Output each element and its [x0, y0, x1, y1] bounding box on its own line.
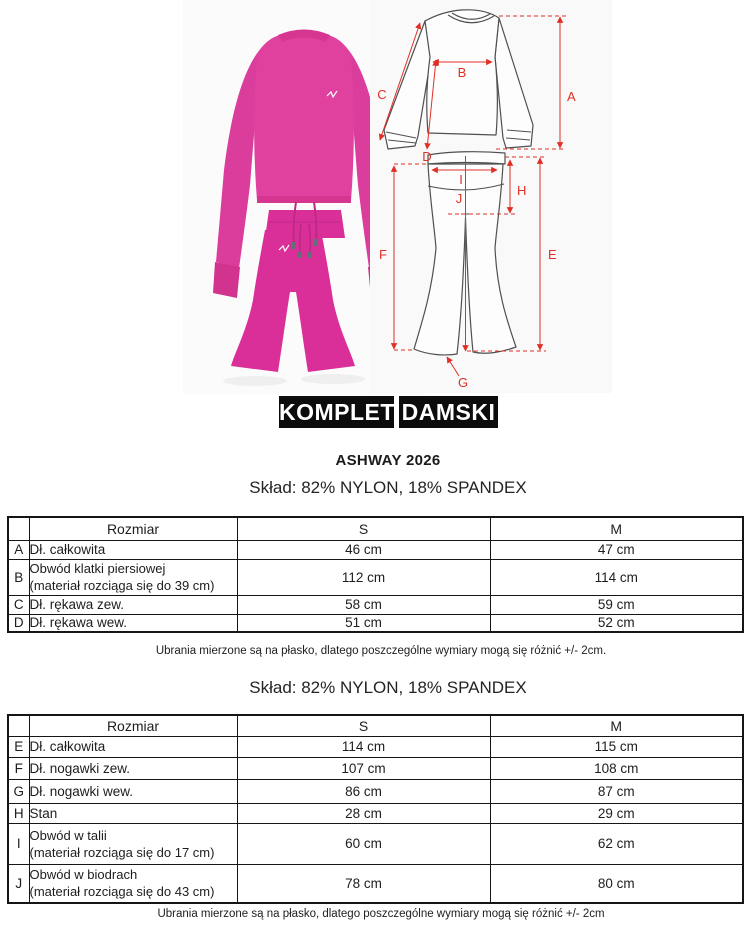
value-s: 78 cm [237, 864, 490, 903]
size-table-top [7, 516, 744, 633]
model-name: ASHWAY 2026 [335, 452, 441, 469]
value-m: 29 cm [490, 803, 743, 823]
label-J: J [455, 191, 463, 206]
measurement-label: Dł. rękawa zew. [29, 595, 237, 614]
column-header-m: M [490, 715, 743, 736]
value-m: 52 cm [490, 614, 743, 632]
table-row [8, 540, 743, 559]
measurement-label-line2: (materiał rozciąga się do 43 cm) [29, 884, 215, 900]
table-row [8, 517, 743, 540]
column-header-s: S [237, 715, 490, 736]
label-F: F [379, 247, 387, 262]
measurement-label: Dł. rękawa wew. [29, 614, 237, 632]
value-s: 58 cm [237, 595, 490, 614]
title-box-komplet: KOMPLET [279, 396, 394, 428]
measurement-label [29, 864, 237, 903]
measurement-label-line1: Obwód w biodrach [29, 867, 138, 883]
header-empty-cell [8, 715, 29, 736]
row-letter: I [8, 823, 29, 864]
label-A: A [567, 89, 576, 104]
measurement-note-top: Ubrania mierzone są na płasko, dlatego poszczególne wymiary mogą się różnić +/- 2cm. [155, 645, 607, 657]
label-B: B [457, 65, 467, 80]
title-box-damski: DAMSKI [399, 396, 498, 428]
table-row [8, 823, 743, 864]
value-s: 107 cm [237, 757, 490, 779]
value-m: 47 cm [490, 540, 743, 559]
label-E: E [548, 247, 557, 262]
table-row [8, 864, 743, 903]
value-m: 114 cm [490, 559, 743, 595]
row-letter: G [8, 779, 29, 803]
composition-top: Skład: 82% NYLON, 18% SPANDEX [249, 478, 527, 497]
label-D: D [422, 149, 432, 164]
label-H: H [517, 183, 527, 198]
row-letter: B [8, 559, 29, 595]
table-row [8, 715, 743, 736]
table-row [8, 595, 743, 614]
column-header-rozmiar: Rozmiar [29, 715, 237, 736]
measurement-label-line1: Obwód w talii [29, 827, 107, 843]
row-letter: A [8, 540, 29, 559]
table-row [8, 736, 743, 757]
value-m: 115 cm [490, 736, 743, 757]
table-row [8, 757, 743, 779]
table-row [8, 779, 743, 803]
column-header-rozmiar: Rozmiar [29, 517, 237, 540]
column-header-m: M [490, 517, 743, 540]
value-s: 60 cm [237, 823, 490, 864]
measurement-label: Dł. całkowita [29, 540, 237, 559]
column-header-s: S [237, 517, 490, 540]
value-s: 112 cm [237, 559, 490, 595]
value-m: 59 cm [490, 595, 743, 614]
value-s: 114 cm [237, 736, 490, 757]
row-letter: C [8, 595, 29, 614]
label-G: G [457, 375, 469, 390]
table-row [8, 614, 743, 632]
measurement-diagram [370, 0, 612, 393]
value-s: 46 cm [237, 540, 490, 559]
measurement-label: Dł. nogawki zew. [29, 757, 237, 779]
row-letter: D [8, 614, 29, 632]
value-s: 51 cm [237, 614, 490, 632]
measurement-label [29, 559, 237, 595]
row-letter: F [8, 757, 29, 779]
table-row [8, 559, 743, 595]
value-m: 80 cm [490, 864, 743, 903]
measurement-label-line2: (materiał rozciąga się do 39 cm) [29, 578, 215, 593]
table-row [8, 803, 743, 823]
measurement-label-line2: (materiał rozciąga się do 17 cm) [29, 844, 215, 860]
row-letter: E [8, 736, 29, 757]
row-letter: H [8, 803, 29, 823]
measurement-label: Dł. nogawki wew. [29, 779, 237, 803]
row-letter: J [8, 864, 29, 903]
measurement-note-bottom: Ubrania mierzone są na płasko, dlatego poszczególne wymiary mogą się różnić +/- 2cm [157, 908, 605, 920]
header-empty-cell [8, 517, 29, 540]
size-table-bottom [7, 714, 744, 904]
value-m: 108 cm [490, 757, 743, 779]
value-s: 86 cm [237, 779, 490, 803]
label-C: C [377, 87, 387, 102]
value-m: 62 cm [490, 823, 743, 864]
composition-bottom: Skład: 82% NYLON, 18% SPANDEX [249, 678, 527, 697]
measurement-label [29, 823, 237, 864]
measurement-diagram-image [370, 0, 612, 393]
value-s: 28 cm [237, 803, 490, 823]
label-I: I [459, 172, 463, 187]
value-m: 87 cm [490, 779, 743, 803]
measurement-label: Dł. całkowita [29, 736, 237, 757]
measurement-label: Stan [29, 803, 237, 823]
measurement-label-line1: Obwód klatki piersiowej [29, 561, 166, 576]
